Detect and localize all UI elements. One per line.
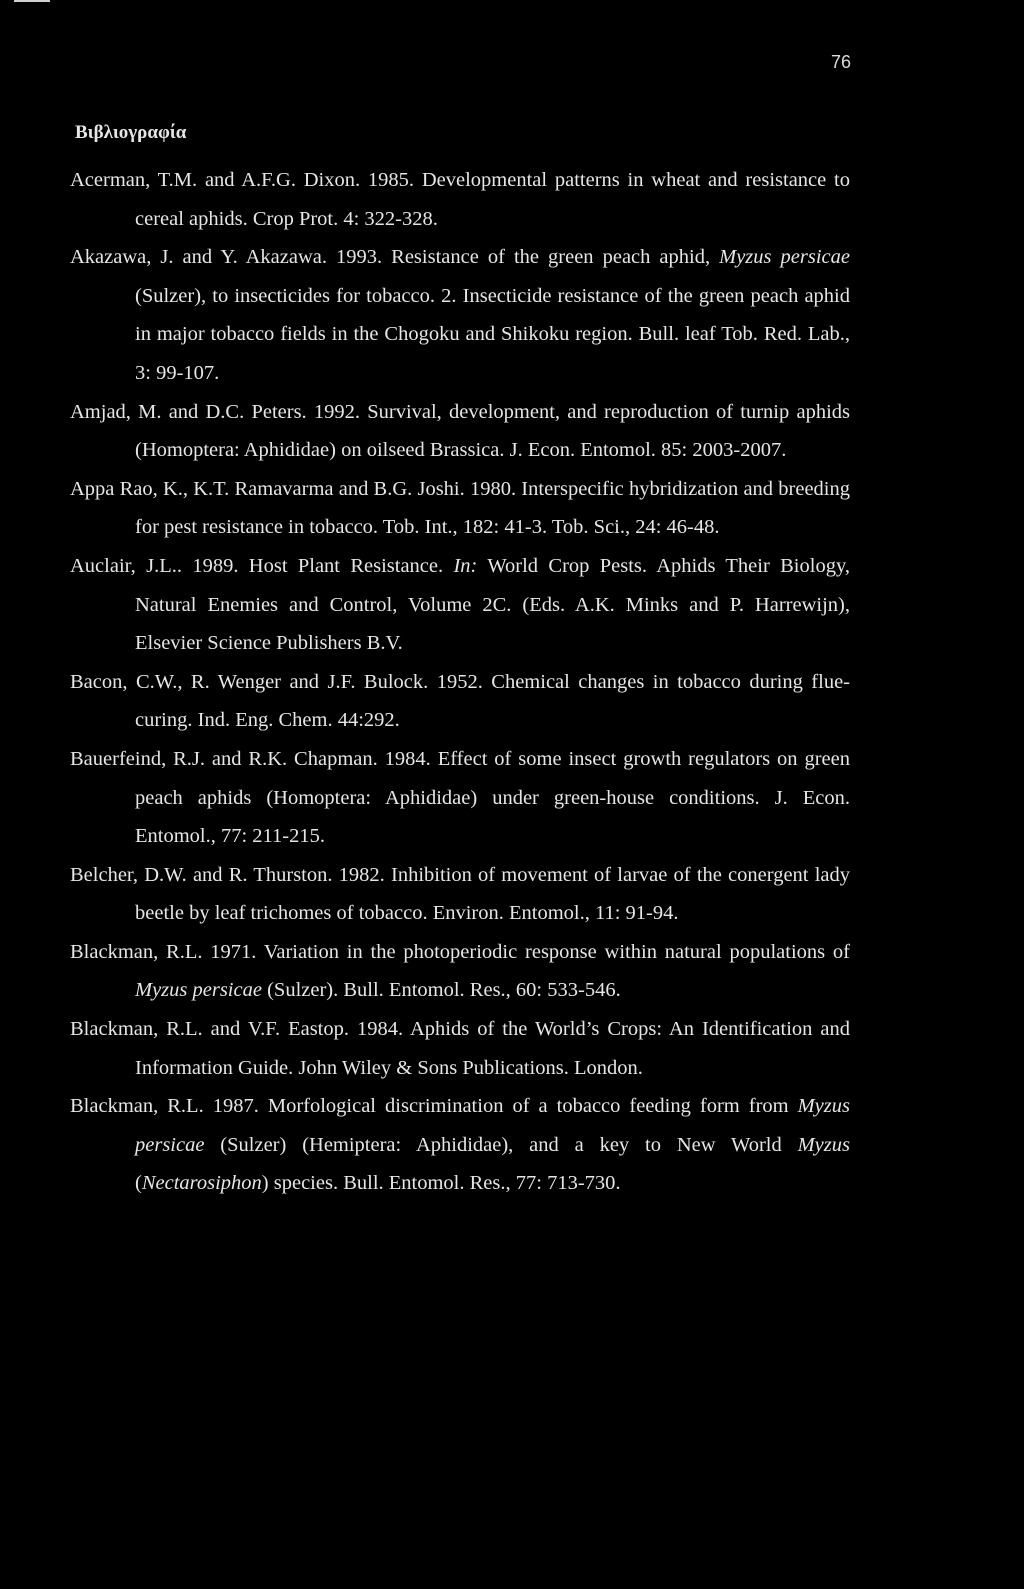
scan-edge-mark [14, 0, 50, 2]
reference-italic-text: In: [453, 554, 478, 577]
reference-italic-text: Myzus persicae [135, 1095, 850, 1156]
reference-text: Appa Rao, K., K.T. Ramavarma and B.G. Joshi. 1980. Interspecific hybridization and breeding for pest resistance in tobacco. Tob. Int., 182: 41-3. Tob. Sci., 24: 46-48. [70, 477, 850, 539]
reference-italic-text: Myzus persicae [719, 246, 850, 269]
reference-entry [70, 161, 850, 238]
reference-text: Blackman, R.L. 1987. Morfological discrimination of a tobacco feeding form from [70, 1095, 798, 1118]
reference-text: Auclair, J.L.. 1989. Host Plant Resistance. [70, 554, 454, 577]
reference-text: ( [135, 1172, 142, 1195]
reference-text: Belcher, D.W. and R. Thurston. 1982. Inhibition of movement of larvae of the conergent lady beetle by leaf trichomes of tobacco. Environ. Entomol., 11: 91-94. [70, 863, 850, 925]
reference-italic-text: Myzus persicae [135, 979, 262, 1002]
reference-text: Bacon, C.W., R. Wenger and J.F. Bulock. 1952. Chemical changes in tobacco during flue-curing. Ind. Eng. Chem. 44:292. [70, 670, 850, 732]
reference-text: (Sulzer). Bull. Entomol. Res., 60: 533-546. [261, 979, 621, 1002]
reference-italic-text: Nectarosiphon [141, 1172, 262, 1195]
reference-text: Bauerfeind, R.J. and R.K. Chapman. 1984. Effect of some insect growth regulators on green peach aphids (Homoptera: Aphididae) under green-house conditions. J. Econ. Entomol., 77: 211-215. [70, 747, 850, 848]
reference-list [70, 161, 850, 1203]
reference-text: (Sulzer) (Hemiptera: Aphididae), and a key to New World [204, 1133, 798, 1156]
reference-entry [70, 740, 850, 856]
reference-entry [70, 238, 850, 392]
reference-entry [70, 470, 850, 547]
reference-text: (Sulzer), to insecticides for tobacco. 2. Insecticide resistance of the green peach aphid in major tobacco fields in the Chogoku and Shikoku region. Bull. leaf Tob. Red. Lab., 3: 99-107. [135, 284, 850, 384]
reference-italic-text: Myzus [797, 1133, 850, 1156]
reference-text: Akazawa, J. and Y. Akazawa. 1993. Resistance of the green peach aphid, [70, 246, 720, 269]
reference-text: Blackman, R.L. and V.F. Eastop. 1984. Aphids of the World’s Crops: An Identification and Information Guide. John Wiley & Sons Publications. London. [70, 1018, 850, 1079]
reference-entry [70, 547, 850, 663]
section-heading: Βιβλιογραφία [75, 122, 187, 143]
reference-text: Acerman, T.M. and A.F.G. Dixon. 1985. Developmental patterns in wheat and resistance to cereal aphids. Crop Prot. 4: 322-328. [70, 169, 850, 230]
reference-text: Amjad, M. and D.C. Peters. 1992. Survival, development, and reproduction of turnip aphids (Homoptera: Aphididae) on oilseed Brassica. J. Econ. Entomol. 85: 2003-2007. [70, 400, 850, 462]
page-number: 76 [830, 52, 851, 72]
reference-entry [70, 1010, 850, 1087]
reference-entry [70, 856, 850, 933]
reference-text: World Crop Pests. Aphids Their Biology, Natural Enemies and Control, Volume 2C. (Eds. A.K. Minks and P. Harrewijn), Elsevier Science Publishers B.V. [135, 554, 850, 655]
reference-entry [70, 663, 850, 740]
reference-text: ) species. Bull. Entomol. Res., 77: 713-730. [261, 1172, 621, 1195]
reference-entry [70, 1087, 850, 1203]
reference-text: Blackman, R.L. 1971. Variation in the photoperiodic response within natural populations of [70, 940, 850, 963]
reference-entry [70, 933, 850, 1010]
reference-entry [70, 393, 850, 470]
